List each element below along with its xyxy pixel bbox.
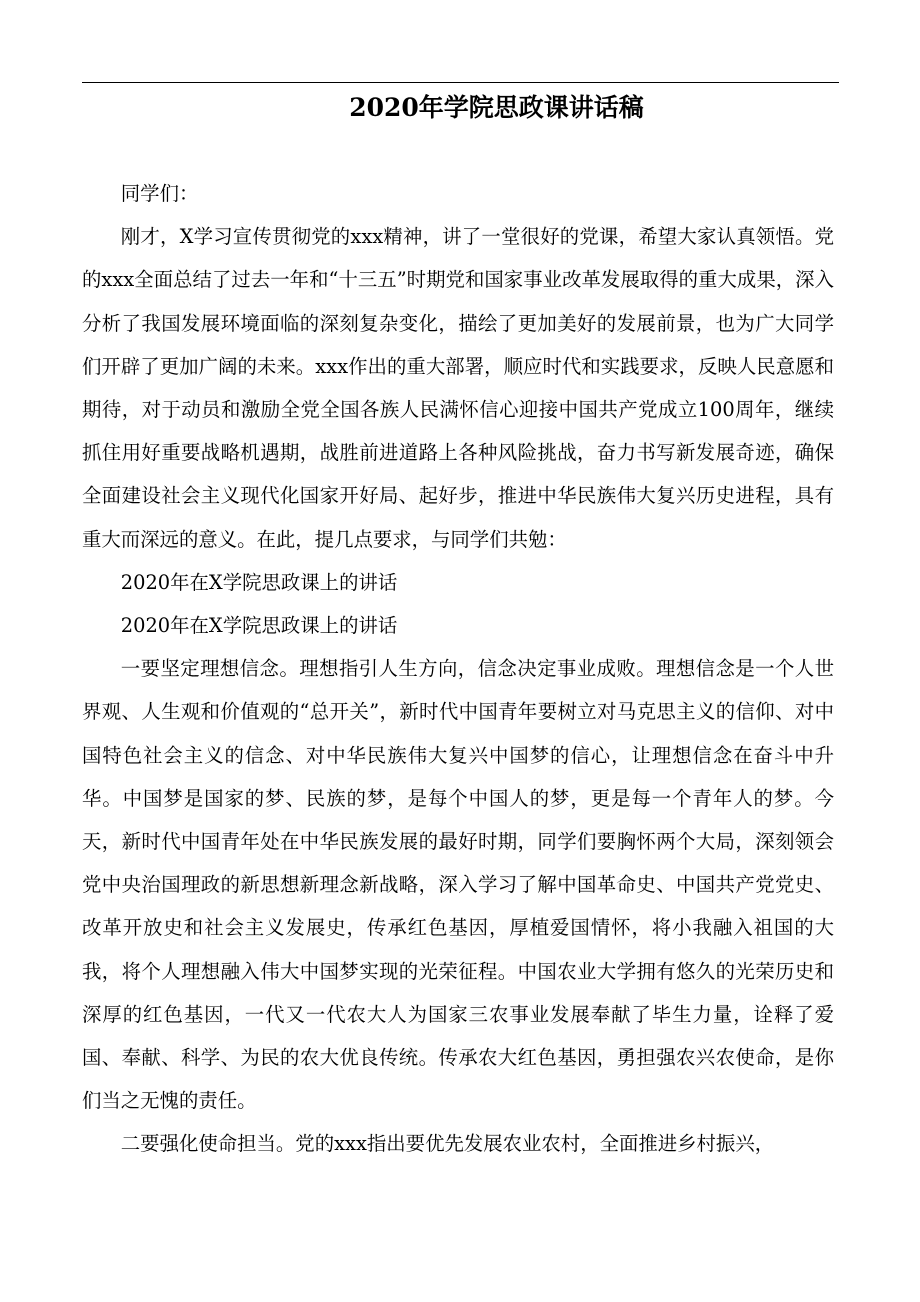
header-rule — [82, 82, 839, 83]
point-two-paragraph: 二要强化使命担当。党的xxx指出要优先发展农业农村，全面推进乡村振兴， — [120, 1132, 775, 1156]
repeated-heading-line: 2020年在X学院思政课上的讲话 — [120, 570, 398, 594]
intro-paragraph: 刚才，X学习宣传贯彻党的xxx精神，讲了一堂很好的党课，希望大家认真领悟。党的xxx全面总结了过去一年和“十三五”时期党和国家事业改革发展取得的重大成果，深入分析了我国发展环境面临的深刻复杂变化，描绘了更加美好的发展前景，也为广大同学们开辟了更加广阔的未来。xxx作出的重大部署，顺应时代和实践要求，反映人民意愿和期待，对于动员和激励全党全国各族人民满怀信心迎接中国共产党成立100周年，继续抓住用好重要战略机遇期，战胜前进道路上各种风险挑战，奋力书写新发展奇迹，确保全面建设社会主义现代化国家开好局、起好步，推进中华民族伟大复兴历史进程，具有重大而深远的意义。在此，提几点要求，与同学们共勉： — [82, 225, 834, 551]
document-title: 2020年学院思政课讲话稿 — [349, 93, 644, 122]
salutation-paragraph: 同学们： — [120, 182, 199, 205]
point-one-paragraph: 一要坚定理想信念。理想指引人生方向，信念决定事业成败。理想信念是一个人世界观、人生观和价值观的“总开关”，新时代中国青年要树立对马克思主义的信仰、对中国特色社会主义的信念、对中华民族伟大复兴中国梦的信心，让理想信念在奋斗中升华。中国梦是国家的梦、民族的梦，是每个中国人的梦，更是每一个青年人的梦。今天，新时代中国青年处在中华民族发展的最好时期，同学们要胸怀两个大局，深刻领会党中央治国理政的新思想新理念新战略，深入学习了解中国革命史、中国共产党党史、改革开放史和社会主义发展史，传承红色基因，厚植爱国情怀，将小我融入祖国的大我，将个人理想融入伟大中国梦实现的光荣征程。中国农业大学拥有悠久的光荣历史和深厚的红色基因，一代又一代农大人为国家三农事业发展奉献了毕生力量，诠释了爱国、奉献、科学、为民的农大优良传统。传承农大红色基因，勇担强农兴农使命，是你们当之无愧的责任。 — [82, 657, 834, 1113]
document-body — [82, 172, 834, 1166]
repeated-heading-line: 2020年在X学院思政课上的讲话 — [120, 614, 398, 638]
